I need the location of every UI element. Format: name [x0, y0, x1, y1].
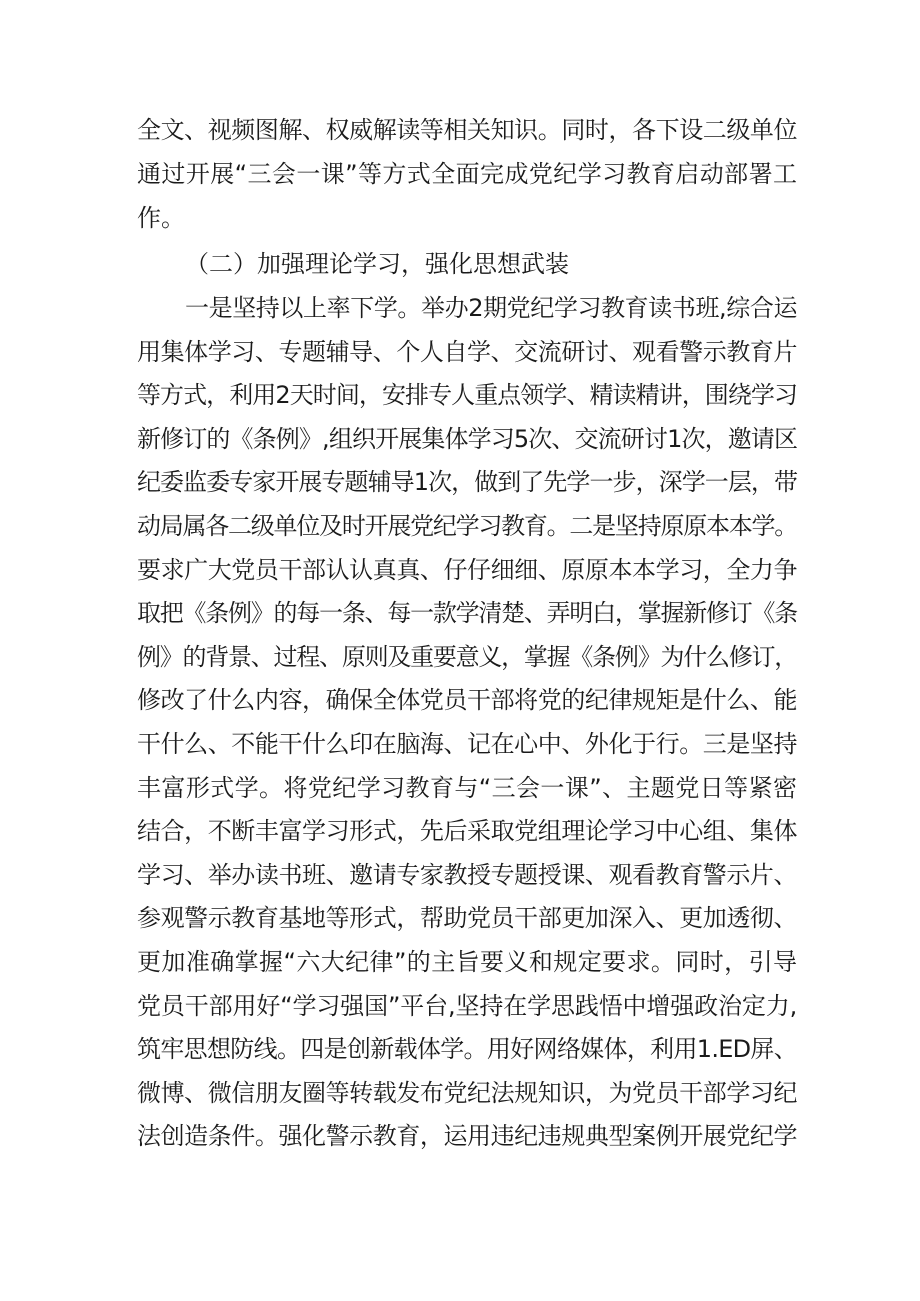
paragraph-line: 学习、举办读书班、邀请专家教授专题授课、观看教育警示片、	[137, 861, 797, 889]
paragraph-line: 筑牢思想防线。四是创新载体学。用好网络媒体，利用1.ED屏、	[137, 1035, 797, 1063]
paragraph-line: 取把《条例》的每一条、每一款学清楚、弄明白，掌握新修订《条	[137, 599, 797, 627]
paragraph-line: 一是坚持以上率下学。举办2期党纪学习教育读书班,综合运	[185, 294, 797, 322]
paragraph-line: 作。	[137, 204, 185, 232]
paragraph-line: 结合，不断丰富学习形式，先后采取党组理论学习中心组、集体	[137, 817, 797, 845]
paragraph-line: 修改了什么内容，确保全体党员干部将党的纪律规矩是什么、能	[137, 686, 797, 714]
paragraph-line: 更加准确掌握“六大纪律”的主旨要义和规定要求。同时，引导	[137, 948, 797, 976]
paragraph-line: 用集体学习、专题辅导、个人自学、交流研讨、观看警示教育片	[137, 338, 797, 366]
paragraph-line: 通过开展“三会一课”等方式全面完成党纪学习教育启动部署工	[137, 160, 797, 188]
paragraph-line: 参观警示教育基地等形式，帮助党员干部更加深入、更加透彻、	[137, 904, 797, 932]
paragraph-line: 干什么、不能干什么印在脑海、记在心中、外化于行。三是坚持	[137, 730, 797, 758]
paragraph-line: 全文、视频图解、权威解读等相关知识。同时，各下设二级单位	[137, 116, 797, 144]
paragraph-line: 丰富形式学。将党纪学习教育与“三会一课”、主题党日等紧密	[137, 774, 797, 802]
paragraph-line: 要求广大党员干部认认真真、仔仔细细、原原本本学习，全力争	[137, 556, 797, 584]
paragraph-line: 纪委监委专家开展专题辅导1次，做到了先学一步，深学一层，带	[137, 468, 797, 496]
paragraph-line: 党员干部用好“学习强国”平台,坚持在学思践悟中增强政治定力,	[137, 992, 797, 1020]
paragraph-line: 微博、微信朋友圈等转载发布党纪法规知识，为党员干部学习纪	[137, 1079, 797, 1107]
paragraph-line: 新修订的《条例》,组织开展集体学习5次、交流研讨1次，邀请区	[137, 425, 797, 453]
paragraph-line: 动局属各二级单位及时开展党纪学习教育。二是坚持原原本本学。	[137, 512, 797, 540]
paragraph-line: 例》的背景、过程、原则及重要意义，掌握《条例》为什么修订，	[137, 643, 797, 671]
paragraph-line: 等方式，利用2天时间，安排专人重点领学、精读精讲，围绕学习	[137, 381, 797, 409]
paragraph-line: 法创造条件。强化警示教育，运用违纪违规典型案例开展党纪学	[137, 1122, 797, 1150]
section-heading: （二）加强理论学习，强化思想武装	[185, 250, 569, 278]
